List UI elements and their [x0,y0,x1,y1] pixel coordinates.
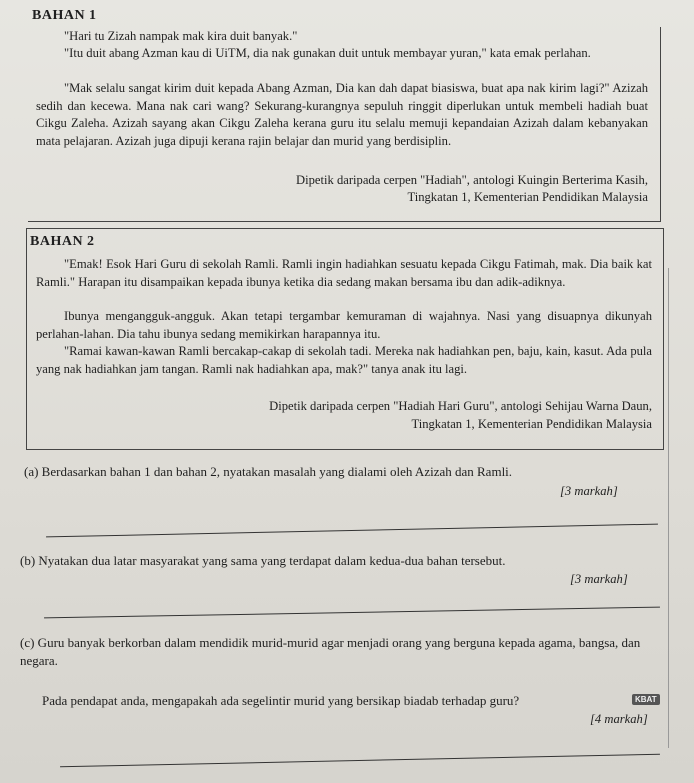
bahan1-paragraph-2: "Itu duit abang Azman kau di UiTM, dia nak gunakan duit untuk membayar yuran," kata emak perlahan. [64,46,591,60]
bahan2-paragraph-1: "Emak! Esok Hari Guru di sekolah Ramli. Ramli ingin hadiahkan sesuatu kepada Cikgu Fatimah, mak. Dia baik kat Ramli." Harapan itu disampaikan kepada ibunya ketika dia sedang makan bersama ibu dan adik-adiknya. [36,257,652,289]
question-a-marks: [3 markah] [560,484,618,498]
question-b: (b) Nyatakan dua latar masyarakat yang sama yang terdapat dalam kedua-dua bahan tersebut. [20,553,506,568]
bahan2-source-line-1: Dipetik daripada cerpen "Hadiah Hari Guru", antologi Sehijau Warna Daun, [269,399,652,413]
bahan2-paragraph-3: "Ramai kawan-kawan Ramli bercakap-cakap di sekolah tadi. Mereka nak hadiahkan pen, baju, kain, kasut. Ada pula yang nak hadiahkan jam tangan. Ramli nak hadiahkan apa, mak?" tanya anak itu lagi. [36,344,652,376]
question-c-answer-line[interactable] [60,754,660,768]
kbat-badge: KBAT [632,694,660,705]
bahan1-title: BAHAN 1 [32,8,97,23]
bahan2-source-line-2: Tingkatan 1, Kementerian Pendidikan Malaysia [411,417,652,431]
bahan1-paragraph-3: "Mak selalu sangat kirim duit kepada Abang Azman, Dia kan dah dapat biasiswa, buat apa nak kirim lagi?" Azizah sedih dan kecewa. Mana nak cari wang? Sekurang-kurangnya sepuluh ringgit diperlukan untuk membeli hadiah buat Cikgu Zaleha. Azizah sayang akan Cikgu Zaleha kerana guru itu selalu memuji kepandaian Azizah dalam kebanyakan mata pelajaran. Azizah juga dipuji kerana rajin belajar dan murid yang berdisiplin. [36,81,648,148]
bahan1-source-line-1: Dipetik daripada cerpen "Hadiah", antologi Kuingin Berterima Kasih, [296,173,648,187]
question-a-answer-line[interactable] [46,524,658,538]
bahan2-paragraph-2: Ibunya mengangguk-angguk. Akan tetapi tergambar kemuraman di wajahnya. Nasi yang disuapnya dikunyah perlahan-lahan. Dia tahu ibunya sedang memikirkan harapannya itu. [36,309,652,341]
question-a: (a) Berdasarkan bahan 1 dan bahan 2, nyatakan masalah yang dialami oleh Azizah dan Ramli. [24,464,513,479]
question-b-marks: [3 markah] [570,572,628,586]
bahan1-source-line-2: Tingkatan 1, Kementerian Pendidikan Malaysia [407,190,648,204]
question-c-part-1: (c) Guru banyak berkorban dalam mendidik murid-murid agar menjadi orang yang berguna kepada agama, bangsa, dan negara. [20,635,641,668]
bahan1-paragraph-1: "Hari tu Zizah nampak mak kira duit banyak." [64,29,298,43]
page-edge-line [668,268,669,748]
question-c-marks: [4 markah] [590,712,648,726]
question-b-answer-line[interactable] [44,607,660,619]
question-c-part-2: Pada pendapat anda, mengapakah ada segelintir murid yang bersikap biadab terhadap guru? [42,693,520,708]
bahan2-title: BAHAN 2 [30,234,95,249]
